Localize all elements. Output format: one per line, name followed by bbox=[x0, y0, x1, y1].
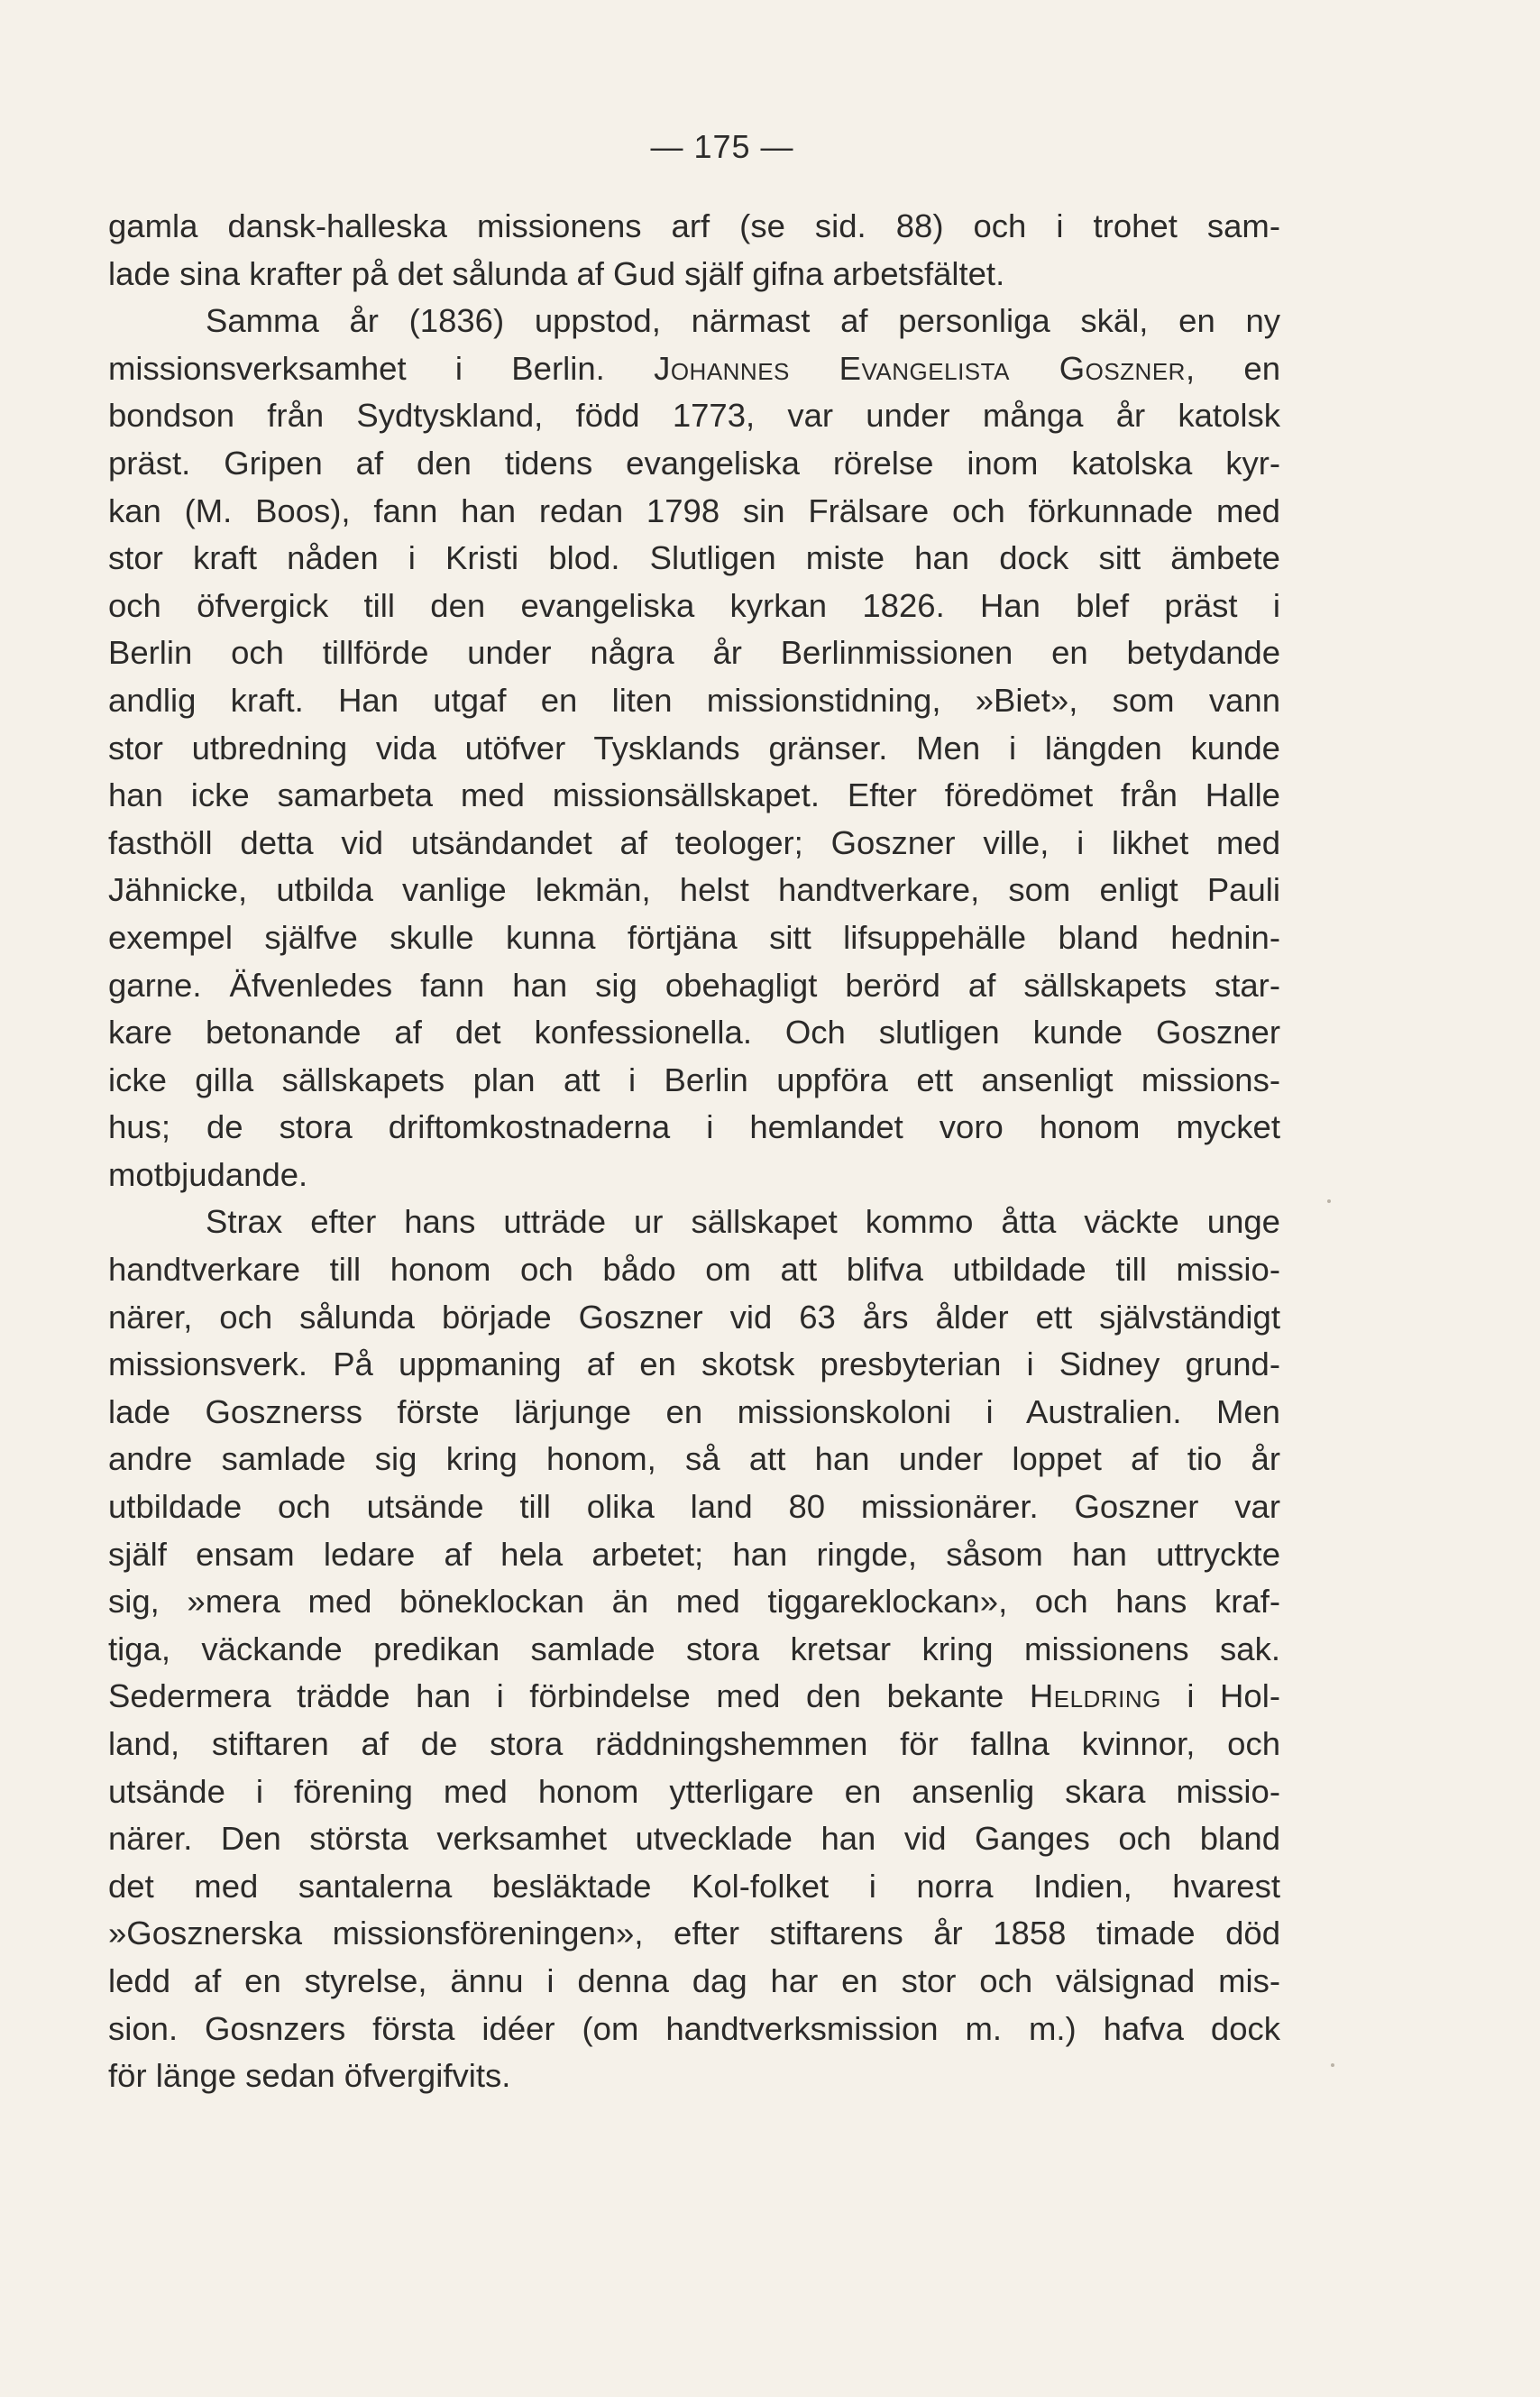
text-line bbox=[108, 820, 1280, 868]
page-number: — 175 — bbox=[650, 128, 794, 165]
text-segment: lade sina krafter på det sålunda af Gud själf gifna arbetsfältet. bbox=[108, 254, 1005, 292]
text-line bbox=[108, 1815, 1280, 1863]
text-segment: Sedermera trädde han i förbindelse med den bekante bbox=[108, 1677, 1030, 1715]
text-line bbox=[108, 867, 1280, 914]
text-segment: han icke samarbeta med missionsällskapet. Efter föredömet från Halle bbox=[108, 776, 1280, 814]
text-line bbox=[108, 298, 1280, 345]
scan-speck bbox=[1327, 1199, 1331, 1203]
text-segment: lade Gosznerss förste lärjunge en missionskoloni i Australien. Men bbox=[108, 1392, 1280, 1430]
text-segment: Strax efter hans utträde ur sällskapet kommo åtta väckte unge bbox=[206, 1203, 1280, 1241]
text-segment: i Hol- bbox=[1160, 1677, 1280, 1715]
text-line bbox=[108, 203, 1280, 251]
text-line bbox=[108, 677, 1280, 725]
text-segment: Samma år (1836) uppstod, närmast af personliga skäl, en ny bbox=[206, 302, 1280, 340]
text-segment: kare betonande af det konfessionella. Och slutligen kunde Goszner bbox=[108, 1014, 1280, 1052]
text-segment: stor kraft nåden i Kristi blod. Slutligen miste han dock sitt ämbete bbox=[108, 539, 1280, 577]
text-segment: präst. Gripen af den tidens evangeliska rörelse inom katolska kyr- bbox=[108, 444, 1280, 482]
text-segment: det med santalerna besläktade Kol-folket i norra Indien, hvarest bbox=[108, 1867, 1280, 1905]
text-segment: , en bbox=[1185, 349, 1280, 387]
text-segment: garne. Äfvenledes fann han sig obehagligt berörd af sällskapets star- bbox=[108, 966, 1280, 1004]
text-segment: missionsverk. På uppmaning af en skotsk presbyterian i Sidney grund- bbox=[108, 1345, 1280, 1383]
text-line bbox=[108, 1483, 1280, 1531]
text-segment: handtverkare till honom och bådo om att blifva utbildade till missio- bbox=[108, 1251, 1280, 1289]
text-line bbox=[108, 440, 1280, 488]
text-line bbox=[108, 1198, 1280, 1246]
text-line bbox=[108, 1531, 1280, 1579]
text-segment: för länge sedan öfvergifvits. bbox=[108, 2057, 511, 2095]
text-segment: stor utbredning vida utöfver Tysklands gränser. Men i längden kunde bbox=[108, 729, 1280, 767]
text-line bbox=[108, 1009, 1280, 1057]
text-line bbox=[108, 725, 1280, 773]
text-segment: utsände i förening med honom ytterligare en ansenlig skara missio- bbox=[108, 1772, 1280, 1810]
text-line bbox=[108, 535, 1280, 583]
text-line bbox=[108, 1578, 1280, 1626]
text-segment: utbildade och utsände till olika land 80 missionärer. Goszner var bbox=[108, 1488, 1280, 1526]
text-line bbox=[108, 1152, 1280, 1199]
text-segment: gamla dansk-halleska missionens arf (se sid. 88) och i trohet sam- bbox=[108, 207, 1280, 244]
text-line bbox=[108, 629, 1280, 677]
text-segment: närer, och sålunda började Goszner vid 63 års ålder ett självständigt bbox=[108, 1298, 1280, 1336]
text-line bbox=[108, 1721, 1280, 1768]
text-segment: Berlin och tillförde under några år Berlinmissionen en betydande bbox=[108, 634, 1280, 672]
text-segment: sion. Gosnzers första idéer (om handtverksmission m. m.) hafva dock bbox=[108, 2009, 1280, 2047]
body-text bbox=[108, 203, 1280, 2100]
text-line bbox=[108, 1436, 1280, 1483]
text-line bbox=[108, 1768, 1280, 1816]
name-smallcaps: Heldring bbox=[1029, 1677, 1161, 1715]
text-segment: bondson från Sydtyskland, född 1773, var under många år katolsk bbox=[108, 397, 1280, 435]
text-line bbox=[108, 345, 1280, 393]
text-line bbox=[108, 2006, 1280, 2053]
text-line bbox=[108, 914, 1280, 962]
text-segment: fasthöll detta vid utsändandet af teologer; Goszner ville, i likhet med bbox=[108, 823, 1280, 861]
text-segment: tiga, väckande predikan samlade stora kretsar kring missionens sak. bbox=[108, 1630, 1280, 1667]
text-segment: icke gilla sällskapets plan att i Berlin uppföra ett ansenligt missions- bbox=[108, 1061, 1280, 1098]
text-line bbox=[108, 1673, 1280, 1721]
text-segment: hus; de stora driftomkostnaderna i hemlandet voro honom mycket bbox=[108, 1108, 1280, 1146]
text-segment: andlig kraft. Han utgaf en liten missionstidning, »Biet», som vann bbox=[108, 681, 1280, 719]
text-line bbox=[108, 1341, 1280, 1389]
text-line bbox=[108, 1910, 1280, 1958]
text-line bbox=[108, 1246, 1280, 1294]
text-segment: exempel själfve skulle kunna förtjäna sitt lifsuppehälle bland hednin- bbox=[108, 918, 1280, 956]
text-segment: andre samlade sig kring honom, så att han under loppet af tio år bbox=[108, 1440, 1280, 1478]
text-line bbox=[108, 772, 1280, 820]
text-line bbox=[108, 1104, 1280, 1152]
text-segment: kan (M. Boos), fann han redan 1798 sin Frälsare och förkunnade med bbox=[108, 491, 1280, 529]
text-line bbox=[108, 1294, 1280, 1342]
text-segment: land, stiftaren af de stora räddningshemmen för fallna kvinnor, och bbox=[108, 1725, 1280, 1762]
text-line bbox=[108, 1863, 1280, 1911]
text-segment: Jähnicke, utbilda vanlige lekmän, helst handtverkare, som enligt Pauli bbox=[108, 871, 1280, 909]
scan-speck bbox=[1331, 2063, 1334, 2067]
text-segment: missionsverksamhet i Berlin. bbox=[108, 349, 655, 387]
text-segment: sig, »mera med böneklockan än med tiggareklockan», och hans kraf- bbox=[108, 1583, 1280, 1621]
text-line bbox=[108, 1057, 1280, 1105]
text-segment: och öfvergick till den evangeliska kyrkan 1826. Han blef präst i bbox=[108, 586, 1280, 624]
text-segment: ledd af en styrelse, ännu i denna dag har en stor och välsignad mis- bbox=[108, 1961, 1280, 1999]
text-line bbox=[108, 1958, 1280, 2006]
text-line bbox=[108, 2053, 1280, 2100]
name-smallcaps: Johannes Evangelista Goszner bbox=[654, 349, 1186, 387]
text-line bbox=[108, 962, 1280, 1010]
text-line bbox=[108, 392, 1280, 440]
text-line bbox=[108, 583, 1280, 630]
text-segment: motbjudande. bbox=[108, 1155, 308, 1193]
text-line bbox=[108, 488, 1280, 536]
text-segment: »Gosznerska missionsföreningen», efter stiftarens år 1858 timade död bbox=[108, 1915, 1280, 1952]
text-line bbox=[108, 1389, 1280, 1437]
text-segment: själf ensam ledare af hela arbetet; han ringde, såsom han uttryckte bbox=[108, 1535, 1280, 1573]
text-line bbox=[108, 1626, 1280, 1674]
text-segment: närer. Den största verksamhet utvecklade han vid Ganges och bland bbox=[108, 1820, 1280, 1858]
text-line bbox=[108, 251, 1280, 298]
